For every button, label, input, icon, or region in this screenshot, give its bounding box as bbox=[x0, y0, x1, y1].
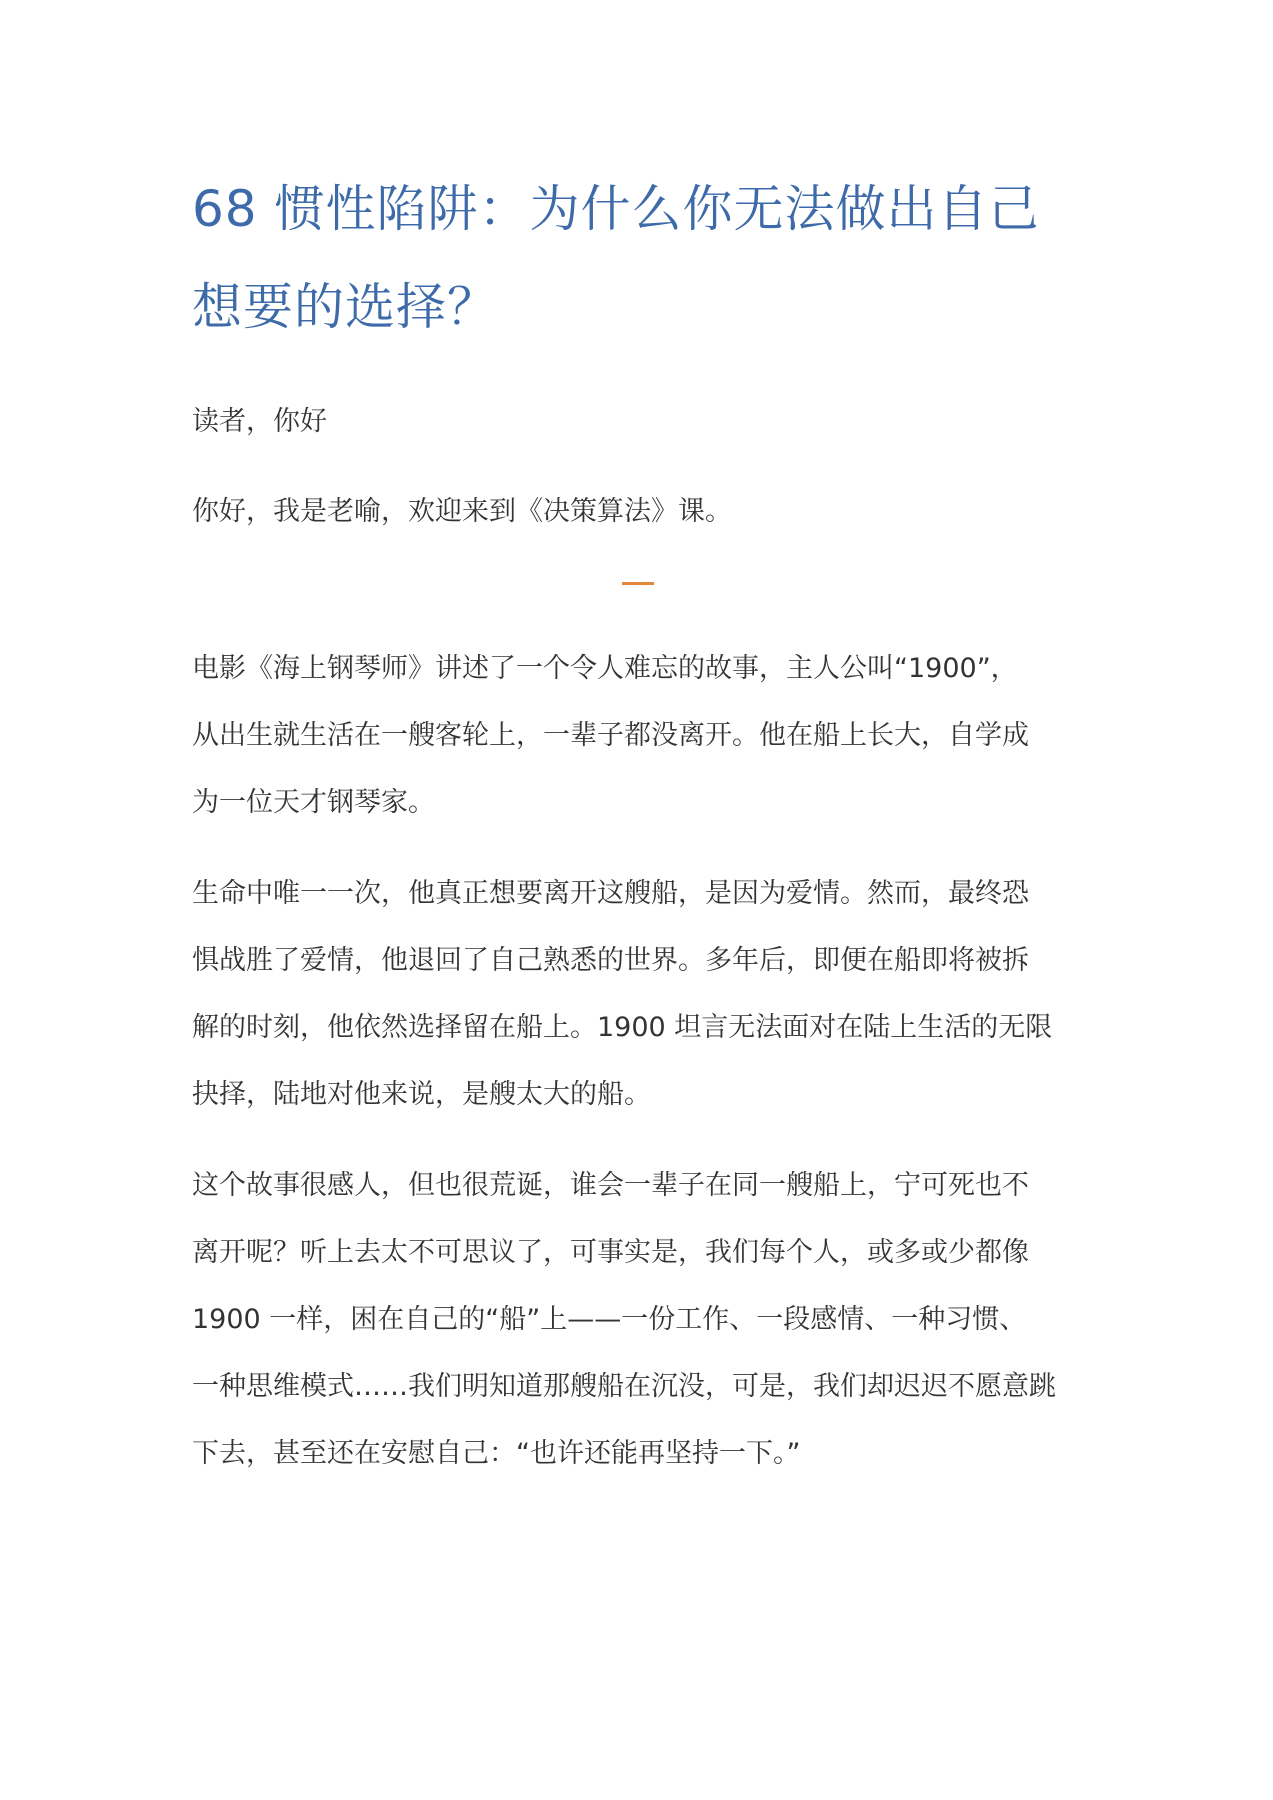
paragraph-1 bbox=[192, 635, 1092, 836]
paragraph-line: 为一位天才钢琴家。 bbox=[192, 787, 435, 818]
paragraph-line: 解的时刻，他依然选择留在船上。1900 坦言无法面对在陆上生活的无限 bbox=[192, 1012, 1053, 1043]
paragraph-2 bbox=[192, 860, 1092, 1128]
paragraph-line: 离开呢？听上去太不可思议了，可事实是，我们每个人，或多或少都像 bbox=[192, 1237, 1029, 1268]
article-title bbox=[192, 160, 1092, 356]
intro-text: 你好，我是老喻，欢迎来到《决策算法》课。 bbox=[192, 496, 732, 527]
article-title-line-1: 68 惯性陷阱：为什么你无法做出自己 bbox=[192, 180, 1040, 238]
paragraph-line: 生命中唯一一次，他真正想要离开这艘船，是因为爱情。然而，最终恐 bbox=[192, 878, 1029, 909]
paragraph-line: 电影《海上钢琴师》讲述了一个令人难忘的故事，主人公叫“1900”， bbox=[192, 653, 1018, 684]
paragraph-line: 1900 一样，困在自己的“船”上——一份工作、一段感情、一种习惯、 bbox=[192, 1304, 1027, 1335]
article-title-line-2: 想要的选择？ bbox=[192, 278, 498, 336]
paragraph-line: 从出生就生活在一艘客轮上，一辈子都没离开。他在船上长大，自学成 bbox=[192, 720, 1029, 751]
section-divider bbox=[622, 582, 654, 585]
paragraph-line: 抉择，陆地对他来说，是艘太大的船。 bbox=[192, 1079, 651, 1110]
paragraph-line: 这个故事很感人，但也很荒诞，谁会一辈子在同一艘船上，宁可死也不 bbox=[192, 1170, 1029, 1201]
paragraph-line: 惧战胜了爱情，他退回了自己熟悉的世界。多年后，即便在船即将被拆 bbox=[192, 945, 1029, 976]
article-content bbox=[192, 160, 1092, 1487]
greeting-text: 读者，你好 bbox=[192, 406, 327, 437]
paragraph-3 bbox=[192, 1152, 1092, 1487]
paragraph-line: 下去，甚至还在安慰自己：“也许还能再坚持一下。” bbox=[192, 1438, 801, 1469]
paragraph-line: 一种思维模式……我们明知道那艘船在沉没，可是，我们却迟迟不愿意跳 bbox=[192, 1371, 1056, 1402]
